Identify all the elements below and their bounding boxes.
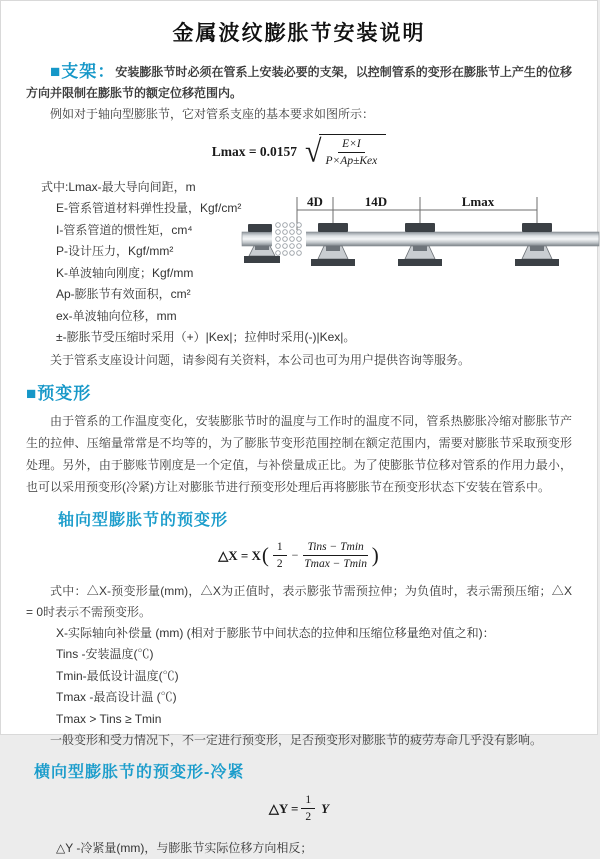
bellows-icon <box>272 223 306 256</box>
definition-line: I-管系管道的惯性矩，cm⁴ <box>56 222 193 237</box>
definition-line: 式中:Lmax-最大导向间距，m <box>41 179 196 194</box>
subsection-heading-lateral: 横向型膨胀节的预变形-冷紧 <box>34 764 245 781</box>
sqrt-expression <box>305 134 386 170</box>
lateral-variable-line: △Y -冷紧量(mm)，与膨胀节实际位移方向相反； <box>56 840 313 855</box>
variable-line: Tins -安装温度(℃) <box>56 647 154 661</box>
axial-explain: 式中：△X-预变形量(mm)，△X为正值时，表示膨张节需预拉伸；为负值时，表示需预压缩；△X = 0时表示不需预变形。 <box>26 583 572 619</box>
dim-label-lmax: Lmax <box>461 194 495 209</box>
subsection-heading-axial: 轴向型膨胀节的预变形 <box>58 511 229 529</box>
lmax-formula-lhs: Lmax = 0.0157 <box>211 143 298 159</box>
variable-line: X-实际轴向补偿量 (mm) (相对于膨胀节中间状态的拉伸和压缩位移量绝对值之和)： <box>56 625 495 640</box>
axial-formula-prefix: △X = X <box>218 547 261 563</box>
definition-line: Ap-膨胀节有效面积，cm² <box>56 287 191 302</box>
section-heading-support: ■支架： <box>50 62 116 81</box>
page-title: 金属波纹膨胀节安装说明 <box>172 22 426 45</box>
dim-label-4d: 4D <box>307 194 323 209</box>
axial-variable-lines <box>56 623 572 731</box>
variable-line: Tmax > Tins ≥ Tmin <box>56 711 162 726</box>
definition-line: P-设计压力，Kgf/mm² <box>56 244 174 259</box>
half-denominator: 2 <box>276 558 283 571</box>
lmax-fraction <box>326 137 378 169</box>
definition-line: ex-单波轴向位移，mm <box>56 308 177 323</box>
axial-formula <box>26 540 572 572</box>
minus-sign: − <box>291 548 299 563</box>
lmax-numerator: E×I <box>338 137 365 153</box>
lmax-formula <box>26 134 572 170</box>
support-intro-text: 安装膨胀节时必须在管系上安装必要的支架，以控制管系的变形在膨胀节上产生的位移方向并限制在膨胀节的额定位移范围内。 <box>26 65 572 100</box>
dim-label-14d: 14D <box>364 194 388 209</box>
definition-line: ±-膨胀节受压缩时采用（+）|Kex|；拉伸时采用(-)|Kex|。 <box>56 330 356 345</box>
radicand <box>319 134 387 170</box>
temp-numerator: Tins − Tmin <box>303 540 367 556</box>
half-numerator: 1 <box>301 793 315 809</box>
definition-line: K-单波轴向刚度；Kgf/mm <box>56 265 194 280</box>
lateral-formula-lhs: △Y = <box>268 800 299 816</box>
temp-denominator: Tmax − Tmin <box>304 558 367 571</box>
consult-note: 关于管系支座设计问题，请参阅有关资料，本公司也可为用户提供咨询等服务。 <box>50 352 471 367</box>
variable-line: Tmin-最低设计温度(℃) <box>56 668 179 683</box>
predeform-paragraph: 由于管系的工作温度变化，安装膨胀节时的温度与工作时的温度不同，管系热膨胀冷缩对膨胀节产生的拉伸、压缩量常常是不均等的，为了膨胀节变形范围控制在额定范围内，需要对膨胀节采取预变形处理。另外，由于膨账节刚度是一个定值，与补偿量成正比。为了使膨胀节位移对管系的作用力最小，也可以采用预变形(冷紧)方让对膨胀节进行预变形处理后再将膨胀节在预变形状态下安装在管系中。 <box>26 413 572 494</box>
pipe-support-diagram <box>242 192 599 294</box>
half-fraction <box>273 540 287 572</box>
radical-sign: √ <box>305 134 322 169</box>
definition-line: E-管系管道材料弹性投量，Kgf/cm² <box>56 201 242 216</box>
support-intro-paragraph <box>26 61 572 104</box>
lateral-formula <box>26 793 572 825</box>
support-example-line: 例如对于轴向型膨胀节，它对管系支座的基本要求如图所示： <box>50 107 375 121</box>
half-denominator: 2 <box>305 811 312 824</box>
temperature-fraction <box>303 540 367 572</box>
right-paren: ) <box>371 543 379 568</box>
lmax-denominator: P×Ap±Kex <box>325 155 378 168</box>
axial-note: 一般变形和受力情况下，不一定进行预变形，足否预变形对膨胀节的疲劳寿命几乎没有影响。 <box>50 733 543 747</box>
half-fraction <box>301 793 315 825</box>
section-heading-predeform: ■预变形 <box>26 383 92 403</box>
half-numerator: 1 <box>273 540 287 556</box>
lateral-formula-rhs: Y <box>321 800 330 816</box>
variable-line: Tmax -最高设计温 (℃) <box>56 690 177 704</box>
left-paren: ( <box>261 543 269 568</box>
